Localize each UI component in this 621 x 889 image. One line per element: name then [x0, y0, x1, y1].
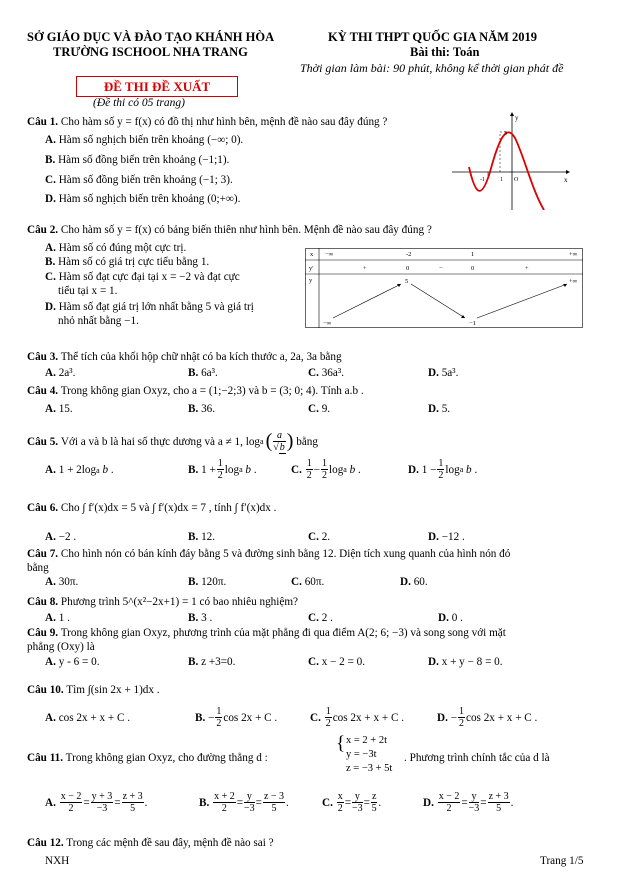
q11-option-b[interactable]: B. $\frac{x + 2}{2}$ = $\frac{y}{-3}$ = $\frac{z - 3}{5}$ . — [199, 791, 289, 814]
q7-stem: Câu 7. Cho hình nón có bán kính đáy bằng 5 và đường sinh bằng 12. Diện tích xung quanh của hình nón đó — [27, 548, 511, 560]
q9-option-a[interactable]: A. y - 6 = 0. — [45, 656, 100, 668]
q3-option-d[interactable]: D. 5a³. — [428, 367, 459, 379]
q11-option-a[interactable]: A. $\frac{x - 2}{2}$ = $\frac{y + 3}{-3}$ = $\frac{z + 3}{5}$ . — [45, 791, 148, 814]
table-sign-3: + — [525, 265, 529, 272]
table-x-plus-inf: +∞ — [569, 251, 578, 258]
q4-option-a[interactable]: A. 15. — [45, 403, 73, 415]
q10-option-a[interactable]: A. cos 2x + x + C . — [45, 712, 131, 724]
table-y-min: −1 — [469, 320, 476, 327]
q6-stem: Câu 6. Cho ∫ f′(x)dx = 5 và ∫ f′(x)dx = 7 , tính ∫ f′(x)dx . — [27, 502, 277, 514]
q11-stem-tail: . Phương trình chính tắc của d là — [404, 752, 550, 764]
q3-stem: Câu 3. Thể tích của khối hộp chữ nhật có ba kích thước a, 2a, 3a bằng — [27, 351, 342, 363]
q2-option-d-cont: nhỏ nhất bằng −1. — [58, 315, 139, 327]
table-y-minus-inf: −∞ — [323, 320, 332, 327]
q3-option-c[interactable]: C. 36a³. — [308, 367, 344, 379]
table-y-label: y — [309, 277, 313, 284]
table-zero-2: 0 — [471, 265, 475, 272]
graph-y-axis-label: y — [515, 114, 519, 122]
q7-stem-cont: bằng — [27, 562, 49, 574]
q3-option-a[interactable]: A. 2a³. — [45, 367, 76, 379]
q11-option-d[interactable]: D. $\frac{x - 2}{2}$ = $\frac{y}{-3}$ = $\frac{z + 3}{5}$ . — [423, 791, 514, 814]
table-y-max: 5 — [405, 278, 409, 285]
table-x-1: 1 — [471, 251, 475, 258]
q6-option-c[interactable]: C. 2. — [308, 531, 331, 543]
q1-option-d[interactable]: D. Hàm số nghịch biến trên khoảng (0;+∞). — [45, 193, 241, 205]
graph-tick-3: 3 — [504, 131, 507, 137]
q8-option-c[interactable]: C. 2 . — [308, 612, 333, 624]
graph-tick-minus1: -1 — [480, 177, 485, 183]
q8-option-b[interactable]: B. 3 . — [188, 612, 213, 624]
proposed-exam-stamp: ĐỀ THI ĐỀ XUẤT — [76, 76, 238, 97]
table-x-minus-inf: −∞ — [325, 251, 334, 258]
q12-stem: Câu 12. Trong các mệnh đề sau đây, mệnh đề nào sai ? — [27, 837, 274, 849]
q2-stem: Câu 2. Cho hàm số y = f(x) có bảng biến thiên như hình bên. Mệnh đề nào sau đây đúng ? — [27, 224, 432, 236]
q2-variation-table — [305, 248, 583, 328]
q7-option-a[interactable]: A. 30π. — [45, 576, 79, 588]
q4-stem: Câu 4. Trong không gian Oxyz, cho a = (1;−2;3) và b = (3; 0; 4). Tính a.b . — [27, 385, 364, 397]
q1-option-b[interactable]: B. Hàm số đồng biến trên khoảng (−1;1). — [45, 154, 230, 166]
q8-option-d[interactable]: D. 0 . — [438, 612, 463, 624]
q5-stem: Câu 5. Với a và b là hai số thực dương và a ≠ 1, log a ( $\frac{a}{√b}$ ) bằng — [27, 430, 318, 453]
q10-option-c[interactable]: C. $\frac{1}{2}$ cos 2x + x + C . — [310, 706, 405, 729]
q11-brace: { — [336, 733, 346, 754]
table-sign-1: + — [363, 265, 367, 272]
q2-option-c[interactable]: C. Hàm số đạt cực đại tại x = −2 và đạt cực — [45, 271, 240, 283]
q9-option-c[interactable]: C. x − 2 = 0. — [308, 656, 366, 668]
q8-option-a[interactable]: A. 1 . — [45, 612, 70, 624]
exam-subject: Bài thi: Toán — [410, 45, 480, 59]
q2-option-d[interactable]: D. Hàm số đạt giá trị lớn nhất bằng 5 và giá trị — [45, 301, 254, 313]
q9-stem-cont: phẳng (Oxy) là — [27, 641, 95, 653]
q10-option-b[interactable]: B. − $\frac{1}{2}$ cos 2x + C . — [195, 706, 278, 729]
q4-option-c[interactable]: C. 9. — [308, 403, 331, 415]
q7-option-b[interactable]: B. 120π. — [188, 576, 227, 588]
q2-option-a[interactable]: A. Hàm số có đúng một cực trị. — [45, 242, 187, 254]
exam-title: KỲ THI THPT QUỐC GIA NĂM 2019 — [328, 30, 538, 44]
table-zero-1: 0 — [406, 265, 410, 272]
q5-option-c[interactable]: C. $\frac{1}{2}$ − $\frac{1}{2}$ log a b . — [291, 458, 361, 481]
footer-page-number: Trang 1/5 — [540, 855, 584, 867]
q6-option-a[interactable]: A. −2 . — [45, 531, 77, 543]
q4-option-d[interactable]: D. 5. — [428, 403, 451, 415]
table-sign-2: − — [439, 265, 443, 272]
q5-option-a[interactable]: A. 1 + 2loga b . — [45, 464, 114, 476]
q4-option-b[interactable]: B. 36. — [188, 403, 216, 415]
q9-option-b[interactable]: B. z +3=0. — [188, 656, 236, 668]
q2-option-b[interactable]: B. Hàm số có giá trị cực tiểu bằng 1. — [45, 256, 210, 268]
q10-stem: Câu 10. Tìm ∫(sin 2x + 1)dx . — [27, 684, 160, 696]
table-x-label: x — [310, 251, 314, 258]
q1-stem: Câu 1. Cho hàm số y = f(x) có đồ thị như hình bên, mệnh đề nào sau đây đúng ? — [27, 116, 388, 128]
q11-stem: Câu 11. Trong không gian Oxyz, cho đường thẳng d : — [27, 752, 268, 764]
q2-option-c-cont: tiểu tại x = 1. — [58, 285, 118, 297]
q1-function-graph — [452, 112, 570, 210]
school-name: TRƯỜNG ISCHOOL NHA TRANG — [53, 45, 248, 59]
page-count-note: (Đề thi có 05 trang) — [93, 97, 185, 109]
q10-option-d[interactable]: D. − $\frac{1}{2}$ cos 2x + x + C . — [437, 706, 538, 729]
q5-option-b[interactable]: B. 1 + $\frac{1}{2}$ log a b . — [188, 458, 257, 481]
q9-option-d[interactable]: D. x + y − 8 = 0. — [428, 656, 503, 668]
q7-option-d[interactable]: D. 60. — [400, 576, 428, 588]
table-derivative-label: y' — [309, 265, 314, 272]
table-x-minus2: -2 — [406, 251, 412, 258]
q5-option-d[interactable]: D. 1 − $\frac{1}{2}$ log a b . — [408, 458, 478, 481]
graph-origin: O — [514, 177, 519, 183]
exam-time: Thời gian làm bài: 90 phút, không kể thời gian phát đề — [300, 61, 564, 75]
graph-tick-1: 1 — [500, 177, 503, 183]
q1-option-c[interactable]: C. Hàm số đồng biến trên khoảng (−1; 3). — [45, 174, 233, 186]
q11-line-system: x = 2 + 2t y = −3t z = −3 + 5t — [346, 735, 393, 774]
q8-stem: Câu 8. Phương trình 5^(x²−2x+1) = 1 có bao nhiêu nghiệm? — [27, 596, 299, 608]
q9-stem: Câu 9. Trong không gian Oxyz, phương trình của mặt phẳng đi qua điểm A(2; 6; −3) và song song với mặt — [27, 627, 506, 639]
q6-option-d[interactable]: D. −12 . — [428, 531, 465, 543]
graph-x-axis-label: x — [564, 176, 568, 184]
footer-author: NXH — [45, 855, 70, 867]
dept-name: SỞ GIÁO DỤC VÀ ĐÀO TẠO KHÁNH HÒA — [27, 30, 275, 44]
q3-option-b[interactable]: B. 6a³. — [188, 367, 218, 379]
q7-option-c[interactable]: C. 60π. — [291, 576, 325, 588]
table-y-plus-inf: +∞ — [569, 278, 578, 285]
q11-option-c[interactable]: C. $\frac{x}{2}$ = $\frac{y}{-3}$ = $\frac{z}{5}$ . — [322, 791, 382, 814]
q1-option-a[interactable]: A. Hàm số nghịch biến trên khoảng (−∞; 0). — [45, 134, 244, 146]
q6-option-b[interactable]: B. 12. — [188, 531, 216, 543]
